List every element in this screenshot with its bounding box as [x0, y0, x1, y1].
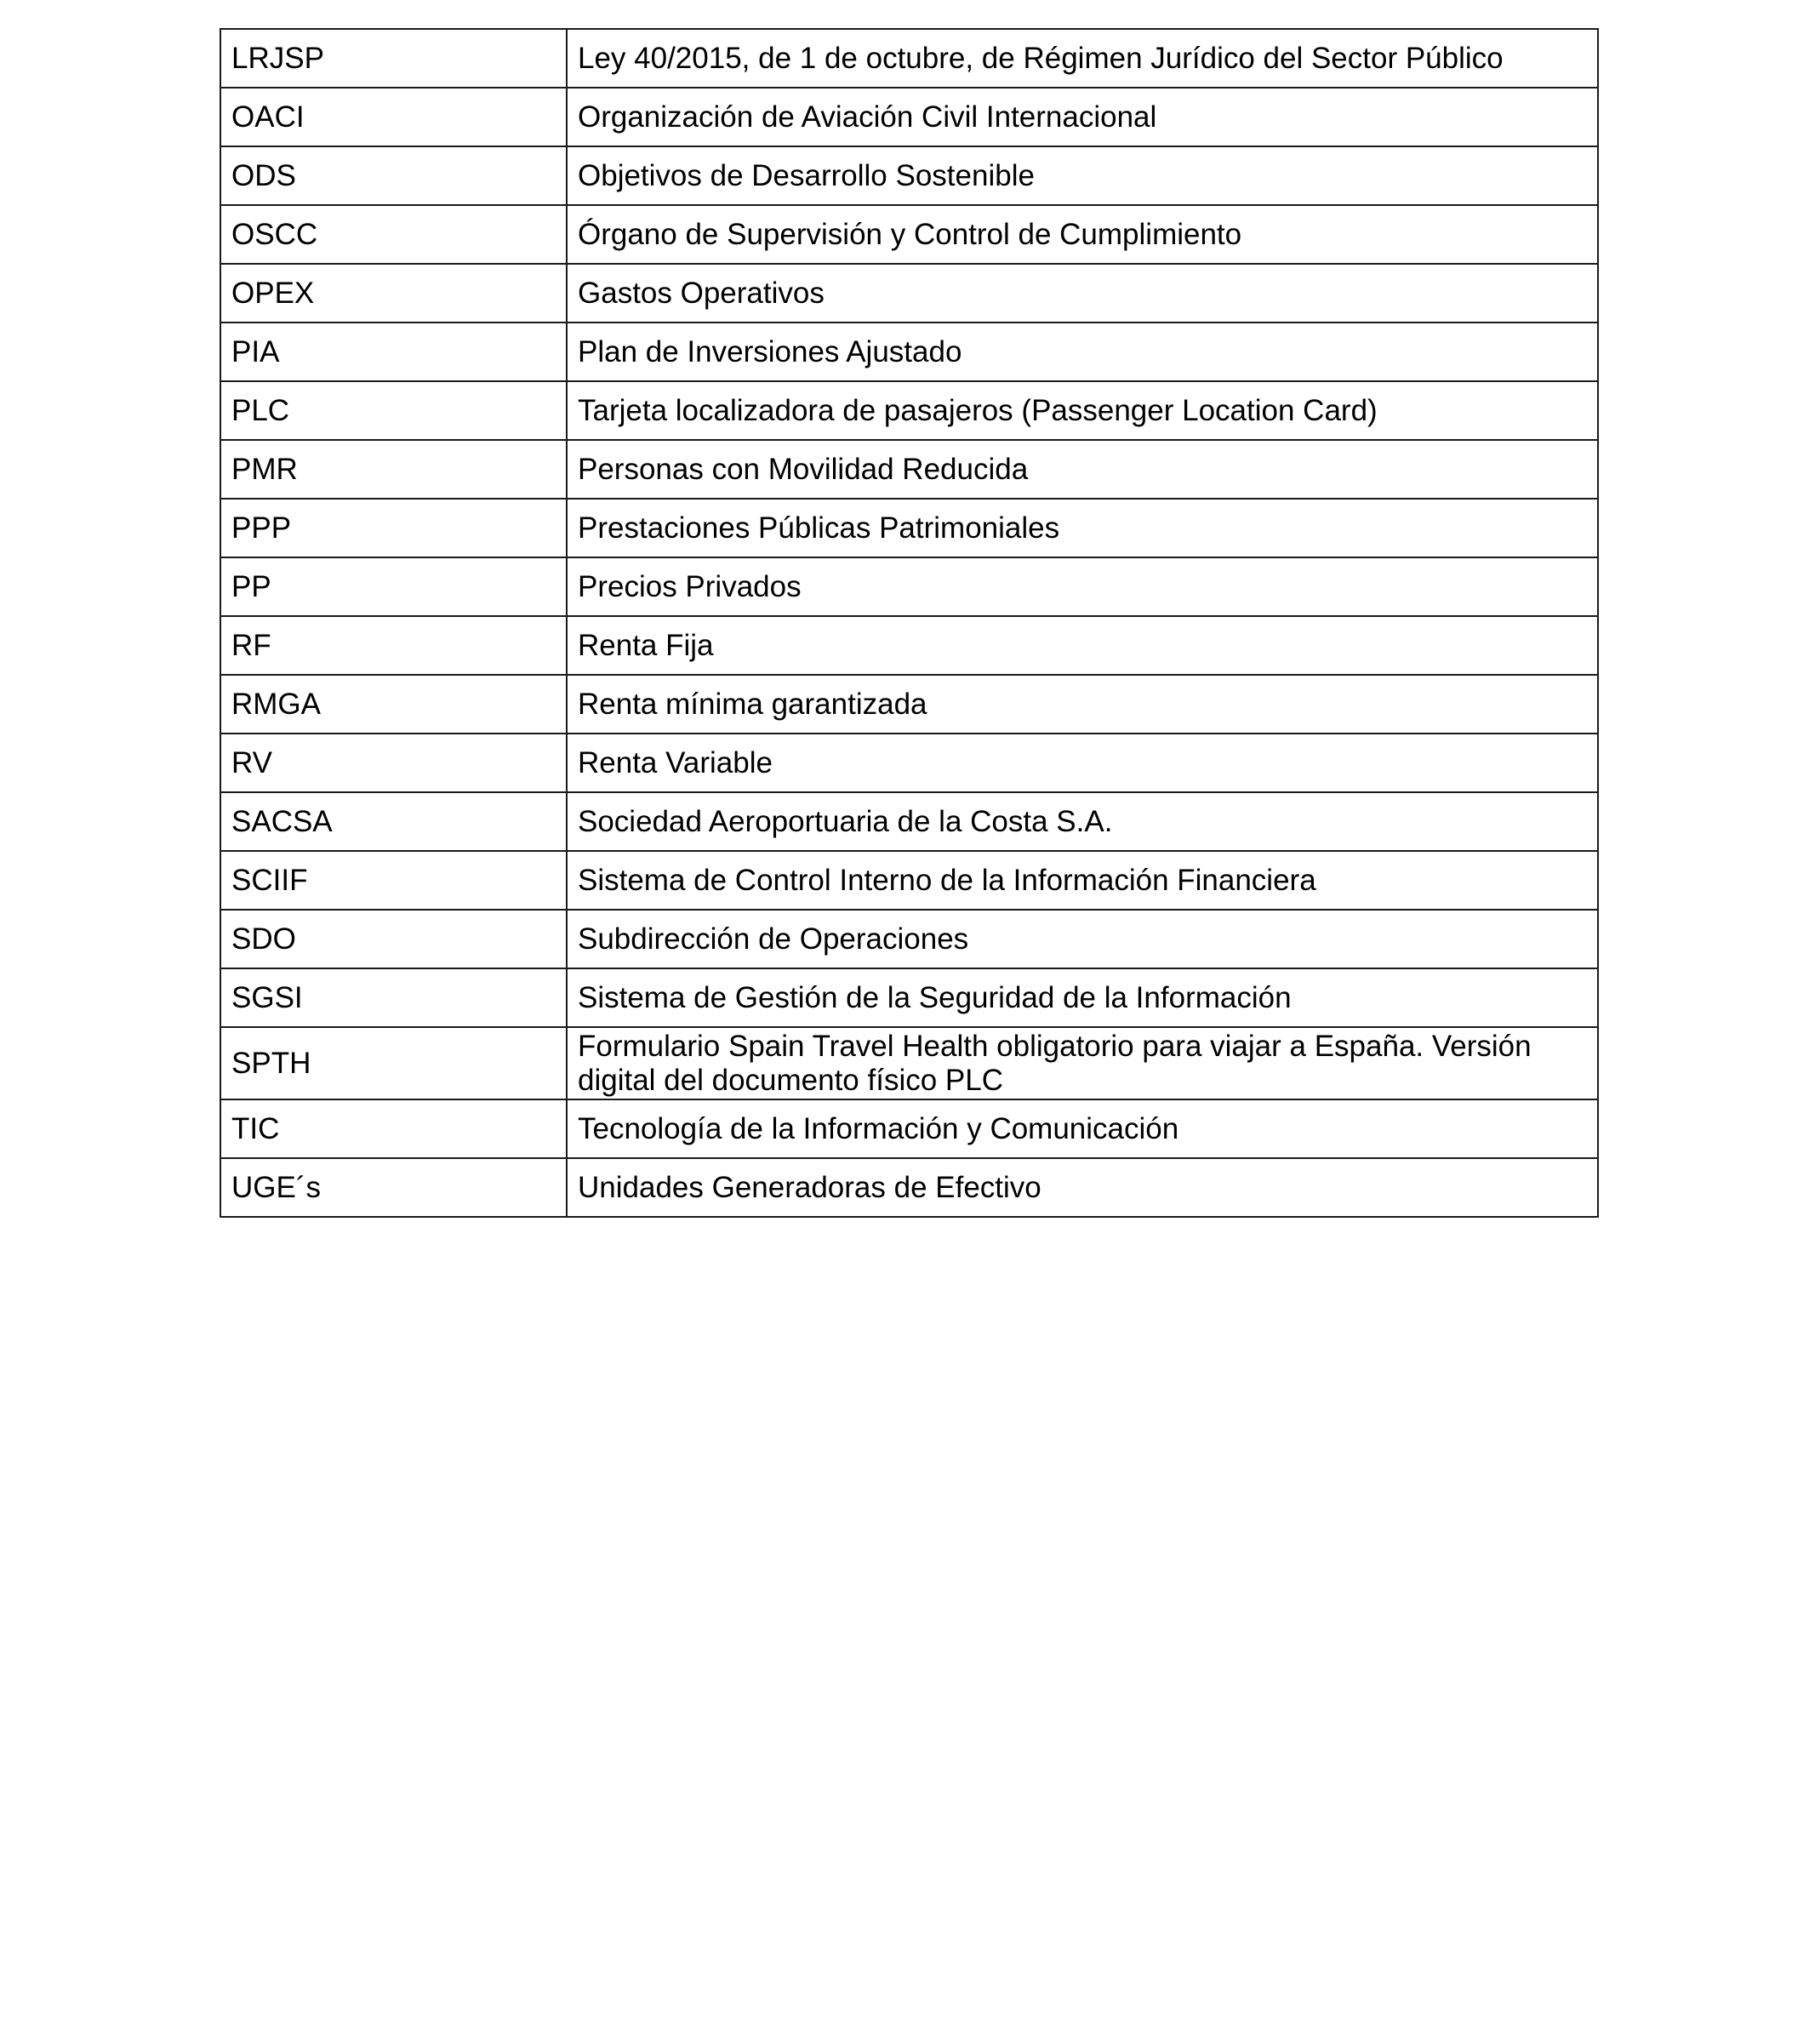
- table-row: [220, 440, 1598, 499]
- table-row: [220, 968, 1598, 1027]
- abbreviation-cell: SACSA: [220, 792, 567, 851]
- abbreviation-cell: ODS: [220, 146, 567, 205]
- abbreviation-cell: TIC: [220, 1099, 567, 1158]
- abbreviation-cell: RF: [220, 616, 567, 675]
- abbreviation-cell: UGE´s: [220, 1158, 567, 1217]
- definition-cell: Precios Privados: [567, 557, 1598, 616]
- table-row: [220, 1099, 1598, 1158]
- table-row: [220, 734, 1598, 792]
- table-row: [220, 792, 1598, 851]
- abbreviations-table: [220, 28, 1599, 1218]
- abbreviation-cell: RV: [220, 734, 567, 792]
- table-row: [220, 851, 1598, 910]
- definition-cell: Renta mínima garantizada: [567, 675, 1598, 734]
- definition-cell: Sociedad Aeroportuaria de la Costa S.A.: [567, 792, 1598, 851]
- table-row: [220, 205, 1598, 264]
- abbreviation-cell: SCIIF: [220, 851, 567, 910]
- abbreviation-cell: SDO: [220, 910, 567, 968]
- table-row: [220, 616, 1598, 675]
- abbreviation-cell: SPTH: [220, 1027, 567, 1099]
- abbreviation-cell: RMGA: [220, 675, 567, 734]
- definition-cell: Órgano de Supervisión y Control de Cumplimiento: [567, 205, 1598, 264]
- table-row: [220, 675, 1598, 734]
- table-row: [220, 1027, 1598, 1099]
- abbreviation-cell: PP: [220, 557, 567, 616]
- definition-cell: Prestaciones Públicas Patrimoniales: [567, 499, 1598, 557]
- definition-cell: Sistema de Control Interno de la Información Financiera: [567, 851, 1598, 910]
- definition-cell: Organización de Aviación Civil Internacional: [567, 88, 1598, 146]
- definition-cell: Subdirección de Operaciones: [567, 910, 1598, 968]
- table-row: [220, 323, 1598, 381]
- definition-cell: Renta Fija: [567, 616, 1598, 675]
- table-row: [220, 557, 1598, 616]
- definition-cell: Gastos Operativos: [567, 264, 1598, 323]
- abbreviation-cell: LRJSP: [220, 29, 567, 88]
- abbreviation-cell: OSCC: [220, 205, 567, 264]
- table-row: [220, 264, 1598, 323]
- definition-cell: Tarjeta localizadora de pasajeros (Passenger Location Card): [567, 381, 1598, 440]
- table-row: [220, 1158, 1598, 1217]
- table-row: [220, 88, 1598, 146]
- abbreviation-cell: PLC: [220, 381, 567, 440]
- definition-cell: Renta Variable: [567, 734, 1598, 792]
- table-row: [220, 381, 1598, 440]
- abbreviation-cell: PPP: [220, 499, 567, 557]
- table-row: [220, 910, 1598, 968]
- definition-cell: Personas con Movilidad Reducida: [567, 440, 1598, 499]
- table-row: [220, 146, 1598, 205]
- table-row: [220, 29, 1598, 88]
- definition-cell: Plan de Inversiones Ajustado: [567, 323, 1598, 381]
- abbreviation-cell: SGSI: [220, 968, 567, 1027]
- table-row: [220, 499, 1598, 557]
- definition-cell: Objetivos de Desarrollo Sostenible: [567, 146, 1598, 205]
- definition-cell: Unidades Generadoras de Efectivo: [567, 1158, 1598, 1217]
- definition-cell: Formulario Spain Travel Health obligatorio para viajar a España. Versión digital del documento físico PLC: [567, 1027, 1598, 1099]
- abbreviation-cell: OPEX: [220, 264, 567, 323]
- definition-cell: Sistema de Gestión de la Seguridad de la Información: [567, 968, 1598, 1027]
- definition-cell: Tecnología de la Información y Comunicación: [567, 1099, 1598, 1158]
- definition-cell: Ley 40/2015, de 1 de octubre, de Régimen Jurídico del Sector Público: [567, 29, 1598, 88]
- abbreviation-cell: OACI: [220, 88, 567, 146]
- abbreviation-cell: PIA: [220, 323, 567, 381]
- abbreviation-cell: PMR: [220, 440, 567, 499]
